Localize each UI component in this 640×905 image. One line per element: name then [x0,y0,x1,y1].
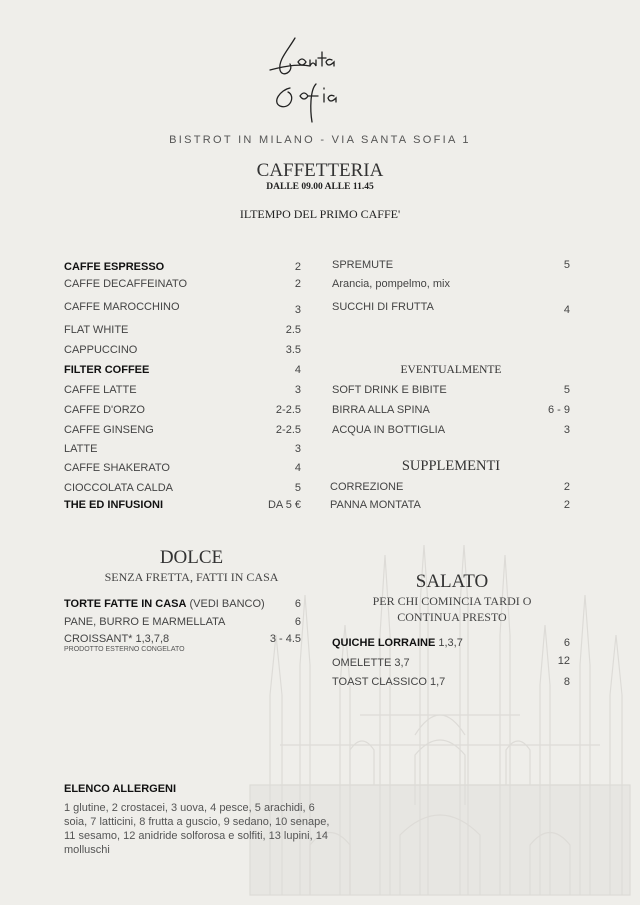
santa-sofia-logo [250,30,390,130]
menu-item: SPREMUTE 5 [332,259,570,271]
menu-item: PANNA MONTATA 2 [330,499,570,511]
menu-item: TOAST CLASSICO 1,7 8 [332,676,570,688]
section-title-salato: SALATO [415,571,489,592]
menu-item: CAFFE SHAKERATO 4 [64,462,301,474]
menu-item: CORREZIONE 2 [330,481,570,493]
menu-item: PANE, BURRO E MARMELLATA 6 [64,616,301,628]
croissant-note: PRODOTTO ESTERNO CONGELATO [64,646,185,653]
menu-item: ACQUA IN BOTTIGLIA 3 [332,424,570,436]
bistrot-subtitle: BISTROT IN MILANO - VIA SANTA SOFIA 1 [169,134,471,146]
opening-hours: DALLE 09.00 ALLE 11.45 [266,182,374,192]
tagline: ILTEMPO DEL PRIMO CAFFE' [239,207,401,221]
menu-item: FILTER COFFEE 4 [64,364,301,376]
menu-item: CAFFE MAROCCHINO 3 [64,301,301,316]
menu-item: CAPPUCCINO 3.5 [64,344,301,356]
menu-item: THE ED INFUSIONI DA 5 € [64,499,301,511]
section-title-supplementi: SUPPLEMENTI [401,458,501,474]
menu-item: QUICHE LORRAINE 1,3,7 6 [332,637,570,649]
menu-item: CROISSANT* 1,3,7,8 3 - 4.5 [64,633,301,645]
menu-item: CAFFE GINSENG 2-2.5 [64,424,301,436]
menu-item: SUCCHI DI FRUTTA 4 [332,301,570,316]
menu-item: SOFT DRINK E BIBITE 5 [332,384,570,396]
dolce-subtitle: SENZA FRETTA, FATTI IN CASA [104,570,279,584]
menu-item: FLAT WHITE 2.5 [64,324,301,336]
allergen-list: 1 glutine, 2 crostacei, 3 uova, 4 pesce, 5 arachidi, 6 soia, 7 latticini, 8 frutta a guscio, 9 sedano, 10 senape, 11 sesamo, 12 anidride solforosa e solfiti, 13 lupini, 14 molluschi [64,802,330,856]
menu-item: LATTE 3 [64,443,301,455]
menu-item: OMELETTE 3,7 12 [332,655,570,669]
menu-item: BIRRA ALLA SPINA 6 - 9 [332,404,570,416]
menu-item: CAFFE ESPRESSO 2 [64,261,301,273]
menu-item: CAFFE D'ORZO 2-2.5 [64,404,301,416]
allergen-title: ELENCO ALLERGENI [64,783,177,795]
section-title-caffetteria: CAFFETTERIA [256,160,384,181]
menu-item: TORTE FATTE IN CASA (VEDI BANCO) 6 [64,598,301,610]
menu-item: CIOCCOLATA CALDA 5 [64,482,301,494]
salato-subtitle-line1: PER CHI COMINCIA TARDI O [372,594,532,608]
menu-item: CAFFE LATTE 3 [64,384,301,396]
section-title-eventualmente: EVENTUALMENTE [400,364,502,376]
menu-item-description: Arancia, pompelmo, mix [332,278,450,290]
salato-subtitle-line2: CONTINUA PRESTO [397,610,507,624]
menu-item: CAFFE DECAFFEINATO 2 [64,278,301,290]
section-title-dolce: DOLCE [159,547,224,568]
